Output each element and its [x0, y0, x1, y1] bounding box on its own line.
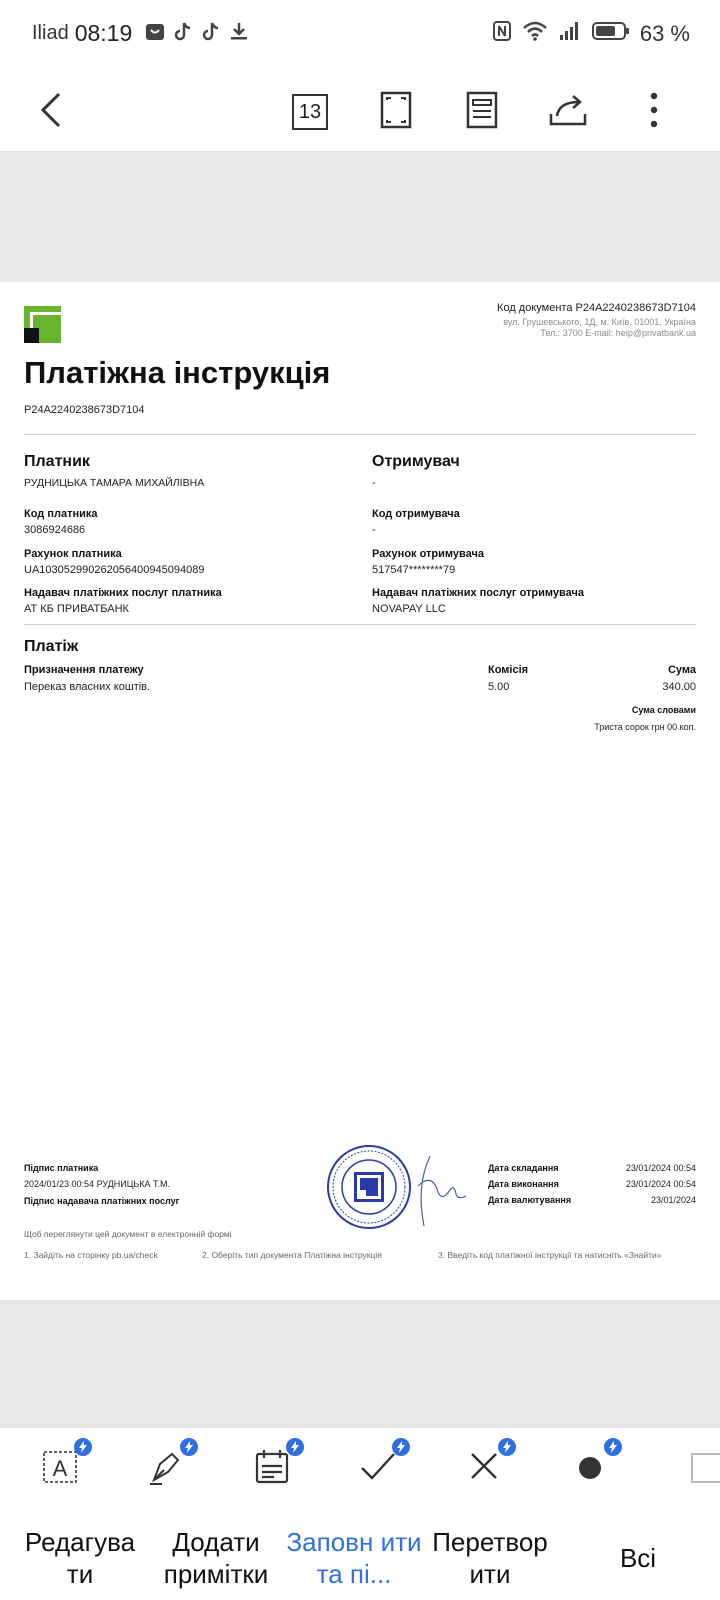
battery-icon	[592, 20, 630, 47]
download-icon	[228, 20, 250, 47]
tiktok-icon	[200, 20, 222, 47]
bank-stamp-image	[326, 1144, 412, 1230]
shop-icon	[144, 20, 166, 47]
viewer-background	[0, 1300, 720, 1428]
purpose-label: Призначення платежу	[24, 664, 144, 676]
share-icon	[547, 90, 589, 135]
lightning-badge-icon	[604, 1438, 622, 1456]
check-hint: Щоб переглянути цей документ в електронній формі	[24, 1229, 232, 1239]
document-code: Код документа P24A2240238673D7104	[497, 302, 696, 314]
page-count: 13	[292, 94, 328, 130]
document-subcode: P24A2240238673D7104	[24, 404, 145, 416]
svg-text:A: A	[52, 1456, 68, 1481]
recipient-code: -	[372, 524, 376, 536]
lightning-badge-icon	[180, 1438, 198, 1456]
wifi-icon	[522, 20, 548, 47]
commission-label: Комісія	[488, 664, 529, 676]
viewer-background	[0, 152, 720, 282]
date-executed-label: Дата виконання	[488, 1179, 559, 1189]
recipient-code-label: Код отримувача	[372, 508, 460, 520]
payer-name: РУДНИЦЬКА ТАМАРА МИХАЙЛІВНА	[24, 477, 205, 489]
partial-square-action-icon[interactable]	[680, 1438, 720, 1494]
check-step-3: 3. Введіть код платіжної інструкції та натисніть «Знайти»	[438, 1250, 662, 1260]
view-mode-button[interactable]	[452, 82, 512, 142]
action-convert[interactable]: Перетвор ити	[432, 1527, 548, 1589]
action-fill-and-sign[interactable]: Заповн ити та пі...	[286, 1527, 422, 1589]
recipient-provider: NOVAPAY LLC	[372, 603, 446, 615]
document-page[interactable]	[0, 282, 720, 1300]
fill-sign-action-icon[interactable]	[244, 1438, 300, 1494]
tiktok-icon	[172, 20, 194, 47]
payer-code-label: Код платника	[24, 508, 98, 520]
fullscreen-icon	[379, 90, 413, 135]
back-button[interactable]	[22, 82, 82, 142]
more-options-button[interactable]	[624, 82, 684, 142]
recipient-account: 517547********79	[372, 564, 456, 576]
recipient-heading: Отримувач	[372, 453, 460, 470]
divider	[24, 434, 696, 435]
nfc-icon	[492, 20, 512, 47]
action-add-notes[interactable]: Додати примітки	[163, 1527, 269, 1589]
sum-label: Сума	[667, 664, 696, 676]
payer-account-label: Рахунок платника	[24, 548, 122, 560]
sum-words-value: Триста сорок грн 00 коп.	[594, 722, 696, 732]
date-value-label: Дата валютування	[488, 1195, 572, 1205]
recipient-account-label: Рахунок отримувача	[372, 548, 484, 560]
back-arrow-icon	[37, 90, 67, 135]
viewer-toolbar	[0, 70, 720, 152]
more-vertical-icon	[649, 90, 659, 135]
sum-words-label: Сума словами	[631, 705, 696, 715]
signal-icon	[558, 20, 582, 47]
battery-percent: 63 %	[639, 20, 690, 46]
action-edit[interactable]: Редагува ти	[24, 1527, 136, 1589]
document-title: Платіжна інструкція	[24, 355, 331, 390]
payer-provider-label: Надавач платіжних послуг платника	[24, 587, 222, 599]
fullscreen-button[interactable]	[366, 82, 426, 142]
purpose-value: Переказ власних коштів.	[24, 681, 151, 693]
payer-heading: Платник	[24, 453, 90, 470]
share-button[interactable]	[538, 82, 598, 142]
privatbank-logo	[24, 306, 61, 343]
lightning-badge-icon	[286, 1438, 304, 1456]
page-layout-icon	[465, 90, 499, 135]
edit-text-action-icon[interactable]	[32, 1438, 88, 1494]
check-step-2: 2. Оберіть тип документа Платіжна інструкція	[202, 1250, 382, 1260]
provider-signature-label: Підпис надавача платіжних послуг	[24, 1196, 180, 1206]
date-created-label: Дата складання	[488, 1163, 559, 1173]
date-created-value: 23/01/2024 00:54	[625, 1163, 696, 1173]
lightning-badge-icon	[392, 1438, 410, 1456]
lightning-badge-icon	[498, 1438, 516, 1456]
bank-address: вул. Грушевського, 1Д, м. Київ, 01001, Україна	[503, 317, 696, 327]
payer-code: 3086924686	[24, 524, 86, 536]
payment-heading: Платіж	[24, 638, 79, 655]
cross-action-icon[interactable]	[456, 1438, 512, 1494]
check-step-1: 1. Зайдіть на сторінку pb.ua/check	[24, 1250, 158, 1260]
check-action-icon[interactable]	[350, 1438, 406, 1494]
payer-signature-label: Підпис платника	[24, 1163, 99, 1173]
payer-signature-value: 2024/01/23 00:54 РУДНИЦЬКА Т.М.	[24, 1179, 171, 1189]
page-count-button[interactable]	[280, 82, 340, 142]
sum-value: 340.00	[662, 681, 696, 693]
recipient-provider-label: Надавач платіжних послуг отримувача	[372, 587, 584, 599]
carrier-name: Iliad	[32, 22, 69, 44]
bank-contacts: Тел.: 3700 E-mail: help@privatbank.ua	[540, 328, 696, 338]
date-value-value: 23/01/2024	[650, 1195, 696, 1205]
action-all[interactable]: Всі	[619, 1543, 657, 1573]
status-bar	[0, 0, 720, 70]
commission-value: 5.00	[488, 681, 510, 693]
signature-image	[404, 1150, 474, 1230]
dot-action-icon[interactable]	[562, 1438, 618, 1494]
payer-account: UA103052990262056400945094089	[24, 564, 205, 576]
annotate-action-icon[interactable]	[138, 1438, 194, 1494]
date-executed-value: 23/01/2024 00:54	[625, 1179, 696, 1189]
clock: 08:19	[74, 20, 133, 46]
lightning-badge-icon	[74, 1438, 92, 1456]
payer-provider: АТ КБ ПРИВАТБАНК	[24, 603, 129, 615]
recipient-name: -	[372, 477, 376, 489]
bottom-action-bar	[0, 1428, 720, 1600]
divider	[24, 624, 696, 625]
